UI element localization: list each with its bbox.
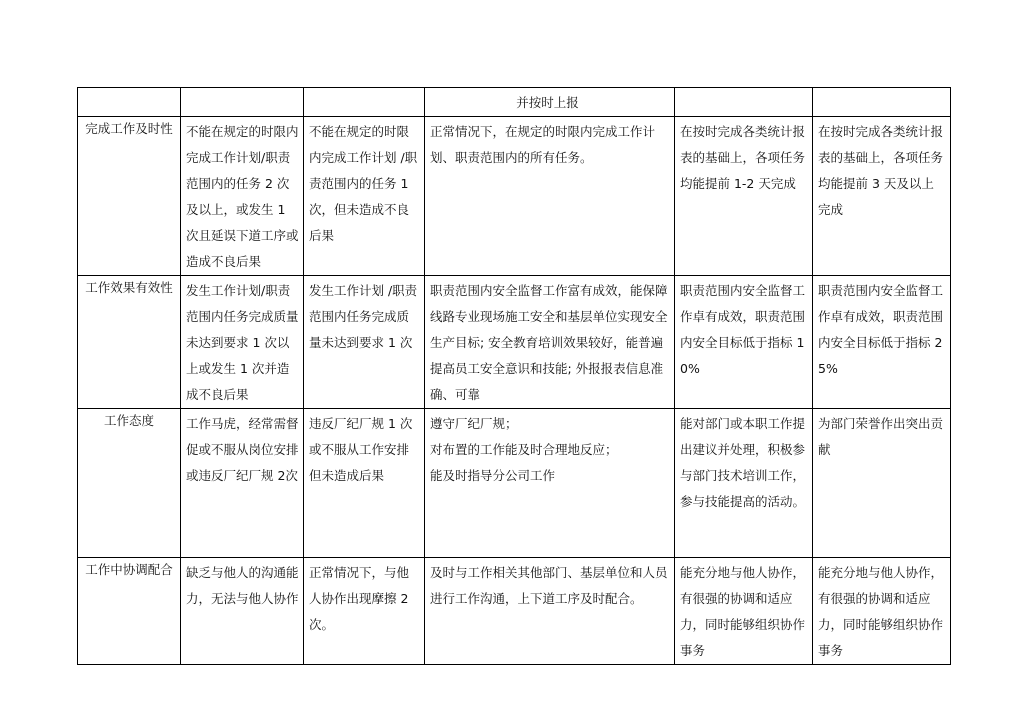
- table-row: [78, 558, 951, 665]
- table-cell: 不能在规定的时限内完成工作计划 /职责范围内的任务 1次，但未造成不良后果: [304, 117, 425, 276]
- table-cell: 缺乏与他人的沟通能力，无法与他人协作: [181, 558, 304, 665]
- table-cell: 在按时完成各类统计报表的基础上，各项任务均能提前 1-2 天完成: [675, 117, 813, 276]
- table-cell: 在按时完成各类统计报表的基础上，各项任务均能提前 3 天及以上完成: [813, 117, 951, 276]
- table-cell: 职责范围内安全监督工作卓有成效，职责范围内安全目标低于指标 25%: [813, 276, 951, 409]
- table-cell: 遵守厂纪厂规； 对布置的工作能及时合理地反应； 能及时指导分公司工作: [425, 409, 675, 558]
- table-row: [78, 409, 951, 558]
- table-cell: 正常情况下，在规定的时限内完成工作计划、职责范围内的所有任务。: [425, 117, 675, 276]
- row-label-effectiveness: 工作效果有效性: [78, 276, 181, 409]
- evaluation-table: [77, 87, 951, 665]
- table-cell: 违反厂纪厂规 1 次或不服从工作安排但未造成后果: [304, 409, 425, 558]
- table-row: [78, 276, 951, 409]
- row-label-attitude: 工作态度: [78, 409, 181, 558]
- table-cell: 为部门荣誉作出突出贡献: [813, 409, 951, 558]
- table-cell: 正常情况下，与他人协作出现摩擦 2 次。: [304, 558, 425, 665]
- row-label-timeliness: 完成工作及时性: [78, 117, 181, 276]
- table-cell: 职责范围内安全监督工作富有成效，能保障线路专业现场施工安全和基层单位实现安全生产目标; 安全教育培训效果较好，能普遍提高员工安全意识和技能; 外报报表信息准确、可靠: [425, 276, 675, 409]
- table-cell: 不能在规定的时限内完成工作计划/职责范围内的任务 2 次及以上，或发生 1 次且延误下道工序或造成不良后果: [181, 117, 304, 276]
- table-cell: 职责范围内安全监督工作卓有成效，职责范围内安全目标低于指标 10%: [675, 276, 813, 409]
- table-row-continuation: [78, 88, 951, 117]
- table-cell: 及时与工作相关其他部门、基层单位和人员进行工作沟通，上下道工序及时配合。: [425, 558, 675, 665]
- table-cell: [304, 88, 425, 117]
- row-label-coordination: 工作中协调配合: [78, 558, 181, 665]
- table-cell: 能充分地与他人协作，有很强的协调和适应力，同时能够组织协作事务: [675, 558, 813, 665]
- table-cell: 能对部门或本职工作提出建议并处理，积极参与部门技术培训工作，参与技能提高的活动。: [675, 409, 813, 558]
- table-row: [78, 117, 951, 276]
- table-cell: 发生工作计划 /职责范围内任务完成质量未达到要求 1 次: [304, 276, 425, 409]
- table-cell: 发生工作计划/职责范围内任务完成质量未达到要求 1 次以上或发生 1 次并造成不良后果: [181, 276, 304, 409]
- table-cell: [181, 88, 304, 117]
- table-cell: [813, 88, 951, 117]
- table-cell: 能充分地与他人协作，有很强的协调和适应力，同时能够组织协作事务: [813, 558, 951, 665]
- table-cell: 并按时上报: [425, 88, 675, 117]
- table-cell: [675, 88, 813, 117]
- table-cell: [78, 88, 181, 117]
- table-cell: 工作马虎，经常需督促或不服从岗位安排或违反厂纪厂规 2次: [181, 409, 304, 558]
